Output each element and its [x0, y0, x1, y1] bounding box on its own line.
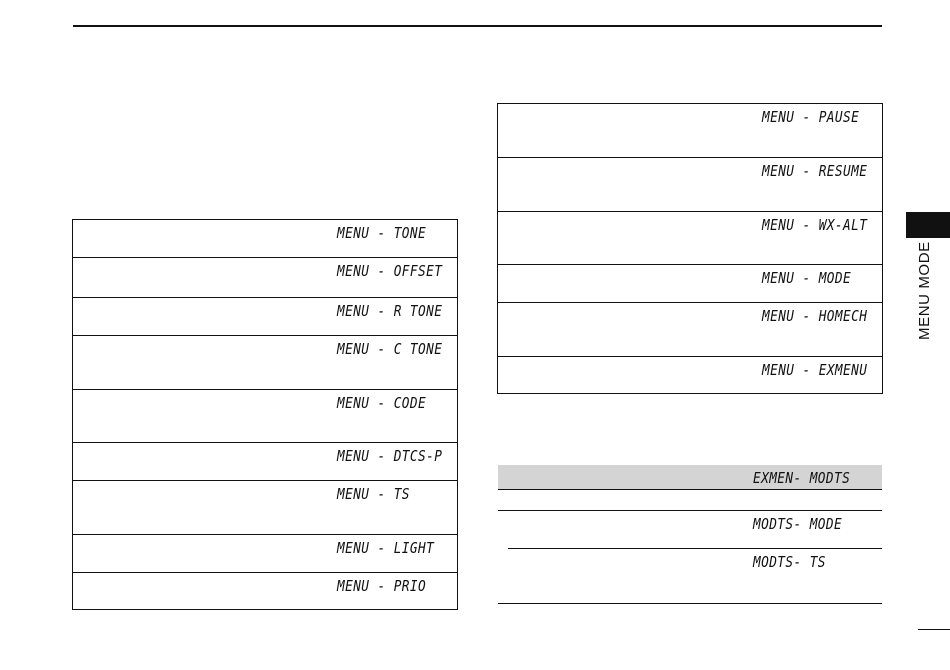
lcd-menu-code: MENU - WX-ALT	[762, 216, 868, 234]
lcd-menu-code: MENU - OFFSET	[337, 262, 443, 280]
lcd-menu-code: MENU - TONE	[337, 224, 427, 242]
lcd-menu-code: MENU - EXMENU	[762, 361, 868, 379]
divider	[498, 603, 882, 604]
table-row	[498, 511, 882, 549]
table-row	[73, 573, 457, 609]
lcd-menu-code: MENU - TS	[337, 485, 410, 503]
table-row	[73, 220, 457, 258]
page-number-rule	[918, 629, 950, 630]
table-row	[498, 357, 882, 393]
lcd-menu-code: MODTS- TS	[753, 553, 826, 571]
lcd-menu-code: MODTS- MODE	[753, 515, 843, 533]
section-label-text: MENU MODE	[916, 241, 933, 340]
menu-items-table-right	[497, 103, 883, 394]
section-thumb-tab	[906, 212, 950, 238]
table-row	[498, 549, 882, 603]
table-row	[73, 443, 457, 481]
lcd-menu-code: MENU - LIGHT	[337, 539, 435, 557]
menu-items-table-left	[72, 219, 458, 610]
lcd-menu-code: MENU - DTCS-P	[337, 447, 443, 465]
lcd-menu-code: MENU - RESUME	[762, 162, 868, 180]
lcd-menu-code: MENU - CODE	[337, 394, 427, 412]
lcd-menu-code: MENU - PRIO	[337, 577, 427, 595]
table-row	[73, 336, 457, 390]
table-row	[498, 104, 882, 158]
table-row	[73, 390, 457, 443]
table-row	[498, 303, 882, 357]
lcd-menu-code: MENU - R TONE	[337, 302, 443, 320]
lcd-menu-code: MENU - MODE	[762, 269, 852, 287]
section-label	[916, 240, 936, 340]
table-row	[73, 298, 457, 336]
table-row	[498, 158, 882, 212]
exmenu-table-header	[498, 465, 882, 490]
lcd-menu-code: EXMEN- MODTS	[753, 469, 851, 487]
table-row	[73, 481, 457, 535]
lcd-menu-code: MENU - PAUSE	[762, 108, 860, 126]
table-row	[498, 212, 882, 265]
lcd-menu-code: MENU - HOMECH	[762, 307, 868, 325]
table-row	[73, 535, 457, 573]
lcd-menu-code: MENU - C TONE	[337, 340, 443, 358]
table-row	[498, 265, 882, 303]
header-rule	[73, 25, 882, 27]
table-row	[73, 258, 457, 298]
